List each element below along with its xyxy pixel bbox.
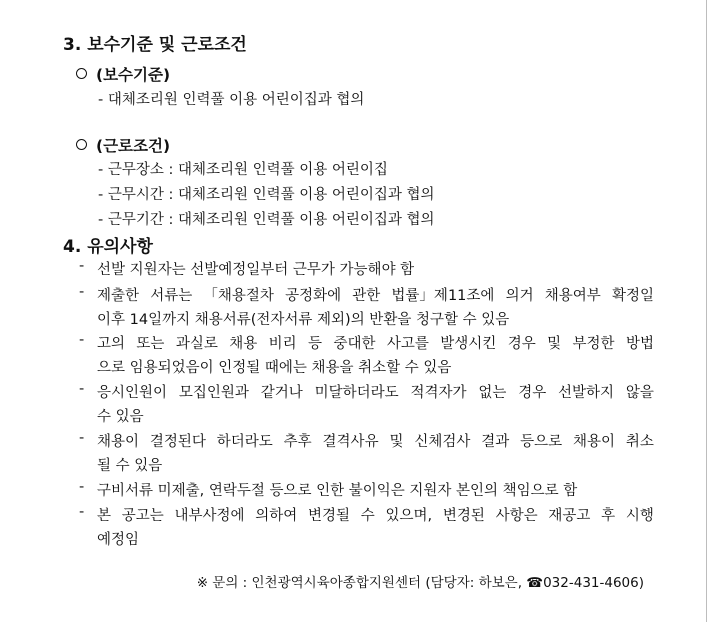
contact-note: ※ 문의 : 인천광역시육아종합지원센터 (담당자: 하보은, ☎032-431-4606) [196, 575, 644, 591]
pay-standard-heading: (보수기준) [76, 63, 170, 85]
section-3-title: 3. 보수기준 및 근로조건 [63, 35, 247, 55]
notice-item-7-line-2: 예정임 [97, 532, 140, 548]
notice-dash: - [79, 504, 85, 520]
work-hours-item: - 근무시간 : 대체조리원 인력풀 이용 어린이집과 협의 [98, 187, 435, 203]
section-4-title: 4. 유의사항 [63, 237, 153, 257]
notice-item-2-line-2: 이후 14일까지 채용서류(전자서류 제외)의 반환을 청구할 수 있음 [97, 312, 510, 328]
notice-item-7-line-1: 본 공고는 내부사정에 의하여 변경될 수 있으며, 변경된 사항은 재공고 후 시행 [97, 508, 654, 524]
notice-item-5-line-1: 채용이 결정된다 하더라도 추후 결격사유 및 신체검사 결과 등으로 채용이 취소 [97, 434, 654, 450]
circle-bullet-icon [76, 68, 87, 79]
circle-bullet-icon [76, 139, 87, 150]
notice-item-5-line-2: 될 수 있음 [97, 458, 163, 474]
notice-item-3-line-2: 으로 임용되었음이 인정될 때에는 채용을 취소할 수 있음 [97, 360, 452, 376]
notice-item-3-line-1: 고의 또는 과실로 채용 비리 등 중대한 사고를 발생시킨 경우 및 부정한 방법 [97, 336, 654, 352]
notice-item-4-line-1: 응시인원이 모집인원과 같거나 미달하더라도 적격자가 없는 경우 선발하지 않을 [97, 385, 654, 401]
notice-item-4-line-2: 수 있음 [97, 409, 144, 425]
notice-dash: - [79, 332, 85, 348]
pay-standard-item: - 대체조리원 인력풀 이용 어린이집과 협의 [98, 92, 365, 108]
notice-item-2-line-1: 제출한 서류는 「채용절차 공정화에 관한 법률」제11조에 의거 채용여부 확정일 [97, 288, 654, 304]
page-border [706, 0, 707, 622]
notice-dash: - [79, 258, 85, 274]
notice-item-6: 구비서류 미제출, 연락두절 등으로 인한 불이익은 지원자 본인의 책임으로 함 [97, 483, 578, 499]
notice-dash: - [79, 284, 85, 300]
notice-dash: - [79, 479, 85, 495]
notice-item-1: 선발 지원자는 선발예정일부터 근무가 가능해야 함 [97, 262, 415, 278]
work-period-item: - 근무기간 : 대체조리원 인력풀 이용 어린이집과 협의 [98, 212, 435, 228]
notice-dash: - [79, 381, 85, 397]
work-place-item: - 근무장소 : 대체조리원 인력풀 이용 어린이집 [98, 162, 388, 178]
work-conditions-heading: (근로조건) [76, 134, 170, 156]
notice-dash: - [79, 430, 85, 446]
